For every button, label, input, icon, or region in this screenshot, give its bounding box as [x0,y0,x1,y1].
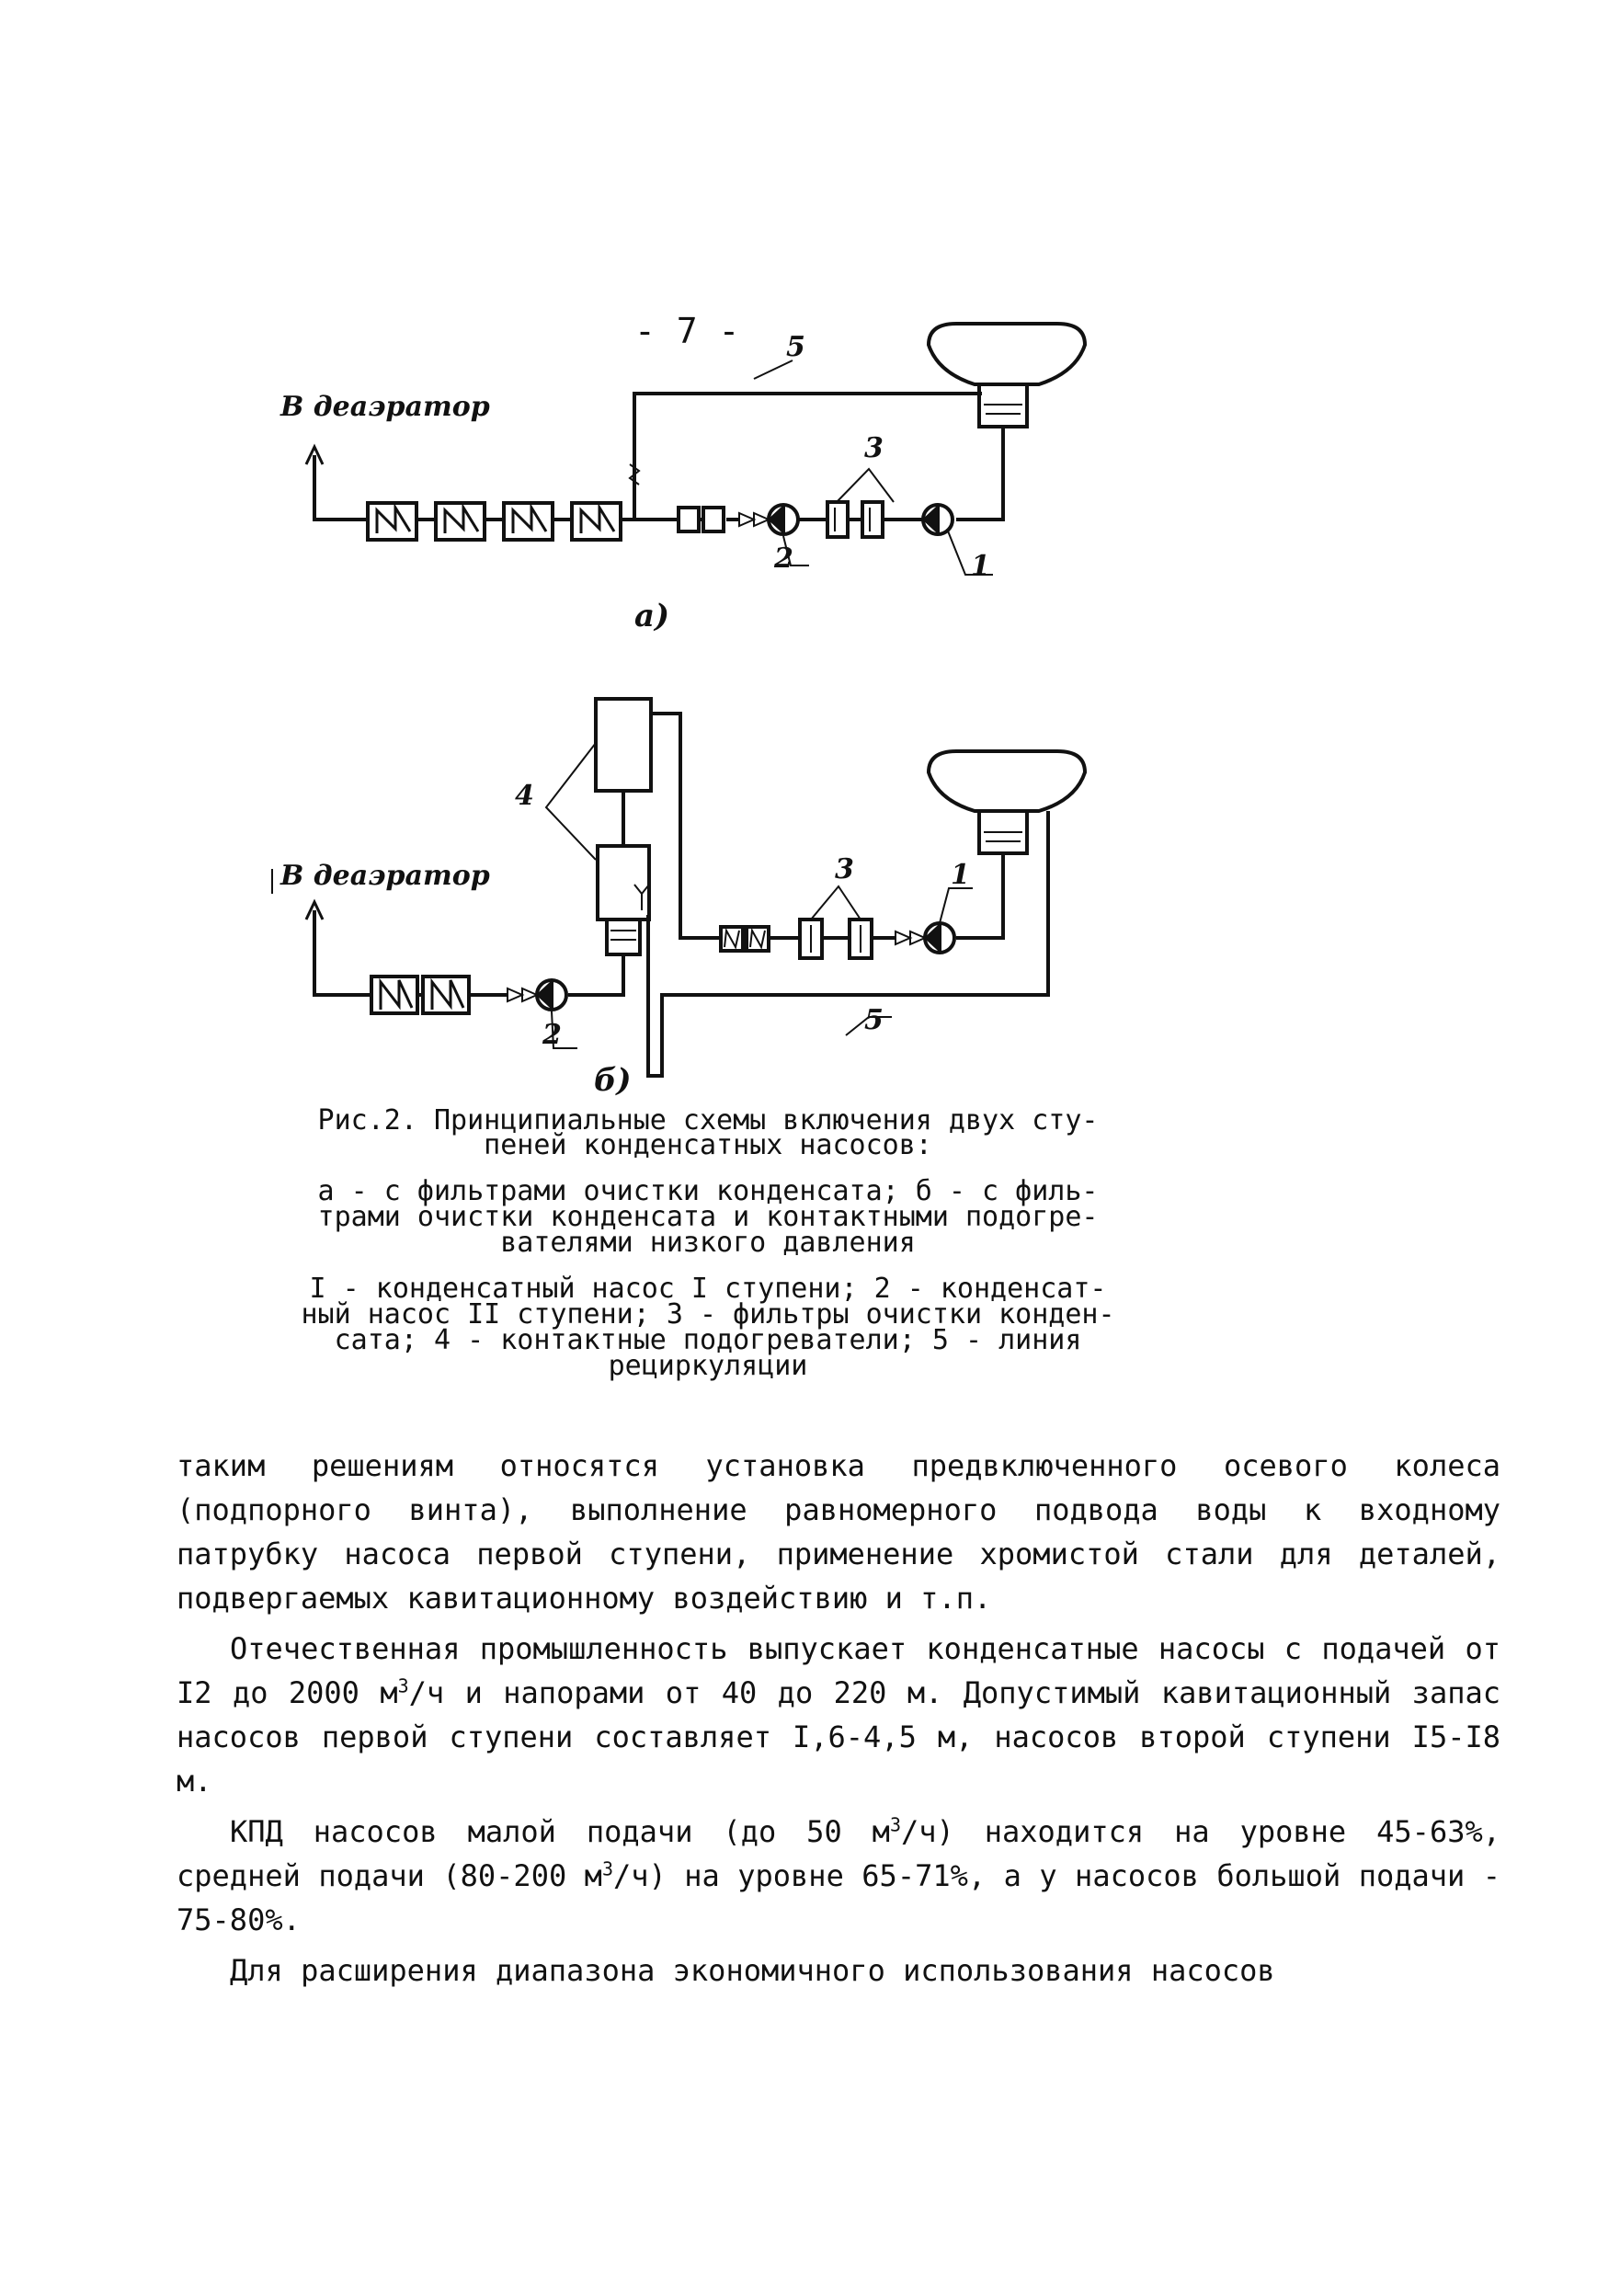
legend-line-2: ный насос II ступени; 3 - фильтры очистки конден- [301,1298,1115,1331]
caption-ab-line-1: а - с фильтрами очистки конденсата; б - с филь- [317,1175,1099,1207]
caption-ab-line-2: трами очистки конденсата и контактными подогре- [317,1201,1099,1233]
paragraph-2: Отечественная промышленность выпускает конденсатные насосы с подачей от I2 до 2000 $м^3/ч$ и напорами от 40 до 220 м. Допустимый кавитационный запас насосов первой ступени составляет I,6-4,5 м, насосов второй ступени I5-I8 м. [177,1631,1500,1799]
marker-2-a: 2 [774,543,793,575]
heater-a-3 [504,503,553,540]
paragraph-4: Для расширения диапазона экономичного использования насосов [230,1953,1275,1988]
body-text [177,1444,1500,1999]
legend-line-4: рециркуляции [608,1350,808,1382]
paragraph-3: КПД насосов малой подачи (до 50 $м^3/ч$) находится на уровне 45-63%, средней подачи (80-200 $м^3/ч$) на уровне 65-71%, а у насосов большой подачи - 75-80%. [177,1813,1501,1937]
marker-3-a: 3 [864,432,884,464]
diagram-a [306,324,1085,575]
heater-a-4 [572,503,621,540]
deaerator-label-a: В деаэратор [280,391,490,423]
recirculation-line-a [634,394,982,520]
marker-1-a: 1 [971,550,990,582]
sublabel-a: а) [634,598,670,634]
page-number: - 7 - [634,311,740,351]
deaerator-label-b: В деаэратор [280,860,490,892]
legend-line-1: I - конденсатный насос I ступени; 2 - конденсат- [309,1273,1107,1305]
marker-2-b: 2 [542,1019,562,1051]
marker-1-b: 1 [951,859,970,891]
marker-3-b: 3 [835,853,854,885]
heater-a-2 [436,503,485,540]
marker-5-a: 5 [786,331,805,363]
caption-title-line-1: Рис.2. Принципиальные схемы включения двух сту- [317,1104,1099,1137]
condenser-b [929,751,1085,811]
condenser-a [929,324,1085,384]
filter-3a-2 [862,502,883,537]
contact-heater-upper [596,699,651,791]
caption-title-line-2: пеней конденсатных насосов: [484,1129,932,1161]
sublabel-b: б) [594,1062,632,1099]
caption-ab-line-3: вателями низкого давления [500,1227,916,1259]
filter-3a-1 [827,502,848,537]
legend-line-3: сата; 4 - контактные подогреватели; 5 - линия [334,1324,1082,1356]
marker-5-b: 5 [864,1004,884,1036]
paragraph-1: таким решениям относятся установка предвключенного осевого колеса (подпорного винта), выполнение равномерного подвода воды к входному патрубку насоса первой ступени, применение хромистой стали для деталей, подвергаемых кавитационному воздействию и т.п. [177,1448,1500,1616]
marker-4-b: 4 [515,780,534,812]
heater-a-1 [368,503,416,540]
